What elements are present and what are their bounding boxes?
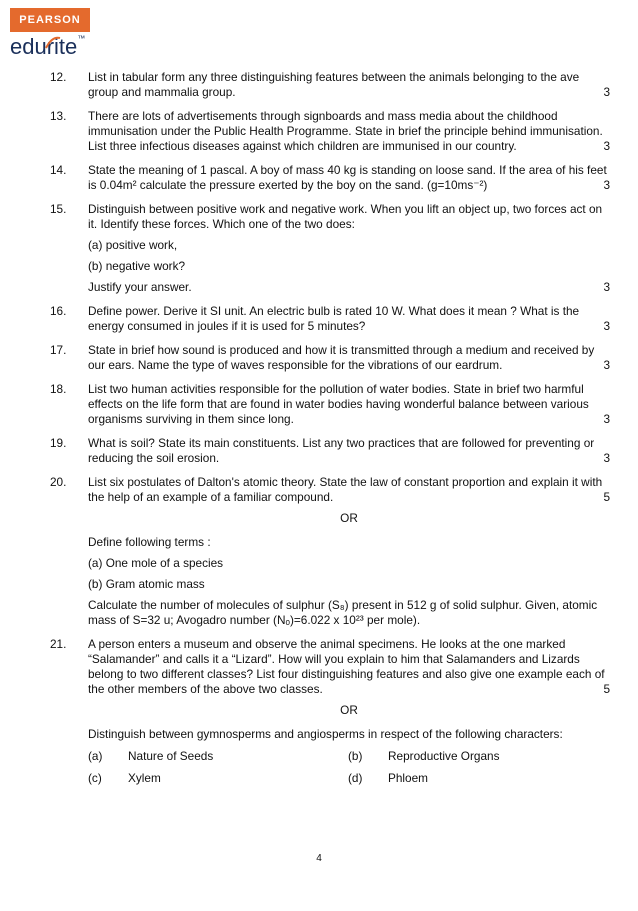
question-text: A person enters a museum and observe the animal specimens. He looks at the one marked “Salamander” and calls it a “Lizard”. How will you explain to him that Salamanders and Lizards belong to two different classes? List four distinguishing features and also give one example each of the other members of the above two classes.: [88, 637, 605, 696]
question-marks: 5: [603, 682, 610, 696]
edurite-wordmark: edurite: [10, 34, 78, 59]
question-19: [50, 436, 610, 466]
subpart-a: (a) positive work,: [88, 238, 178, 252]
question-number: 21.: [50, 637, 67, 651]
question-number: 19.: [50, 436, 67, 450]
char-text-c: Xylem: [128, 771, 161, 785]
question-text: List in tabular form any three distinguishing features between the animals belonging to the ave group and mammalia group.: [88, 70, 580, 99]
char-label-a: (a): [88, 749, 103, 763]
char-text-d: Phloem: [388, 771, 428, 785]
question-list: [50, 70, 610, 795]
question-13: [50, 109, 610, 154]
question-marks: 3: [603, 139, 610, 153]
question-number: 18.: [50, 382, 67, 396]
page-number: 4: [316, 853, 322, 864]
char-text-a: Nature of Seeds: [128, 749, 214, 763]
char-label-c: (c): [88, 771, 102, 785]
define-heading: Define following terms :: [88, 535, 211, 549]
define-item-a: (a) One mole of a species: [88, 556, 224, 570]
question-number: 17.: [50, 343, 67, 357]
calculation-text: Calculate the number of molecules of sulphur (S₈) present in 512 g of solid sulphur. Given, atomic mass of S=32 u; Avogadro number (Nₒ)=6.022 x 10²³ per mole).: [88, 598, 598, 627]
question-marks: 3: [603, 451, 610, 465]
or-divider: OR: [340, 511, 358, 525]
trademark-symbol: ™: [77, 34, 86, 43]
question-marks: 3: [603, 358, 610, 372]
question-marks: 3: [603, 319, 610, 333]
char-label-d: (d): [348, 771, 363, 785]
char-label-b: (b): [348, 749, 363, 763]
question-18: [50, 382, 610, 427]
char-text-b: Reproductive Organs: [388, 749, 500, 763]
question-text: There are lots of advertisements through signboards and mass media about the childhood immunisation under the Public Health Programme. State in brief the principle behind immunisation. List three infectious diseases against which children are immunised in our country.: [88, 109, 603, 153]
subpart-b: (b) negative work?: [88, 259, 186, 273]
question-16: [50, 304, 610, 334]
question-number: 16.: [50, 304, 67, 318]
question-12: [50, 70, 610, 100]
pearson-logo: PEARSON: [10, 8, 90, 32]
question-text: Define power. Derive it SI unit. An electric bulb is rated 10 W. What does it mean ? What is the energy consumed in joules if it is used for 5 minutes?: [88, 304, 580, 333]
question-marks: 3: [603, 85, 610, 99]
define-item-b: (b) Gram atomic mass: [88, 577, 205, 591]
question-21: [50, 637, 610, 786]
question-text: List six postulates of Dalton's atomic theory. State the law of constant proportion and explain it with the help of an example of a familiar compound.: [88, 475, 603, 504]
question-marks: 3: [603, 280, 610, 294]
edurite-swoosh-icon: [44, 36, 62, 50]
question-text: State the meaning of 1 pascal. A boy of mass 40 kg is standing on loose sand. If the area of his feet is 0.04m² calculate the pressure exerted by the boy on the sand. (g=10ms⁻²): [88, 163, 607, 192]
characters-grid: [88, 749, 610, 786]
question-text: Distinguish between positive work and negative work. When you lift an object up, two forces act on it. Identify these forces. Which one of the two does:: [88, 202, 603, 231]
question-number: 20.: [50, 475, 67, 489]
question-14: [50, 163, 610, 193]
justify-line: [88, 280, 610, 295]
question-marks: 5: [603, 490, 610, 504]
or-divider: OR: [340, 703, 358, 717]
question-number: 14.: [50, 163, 67, 177]
question-20: [50, 475, 610, 628]
justify-text: Justify your answer.: [88, 280, 192, 294]
question-text: List two human activities responsible for the pollution of water bodies. State in brief two harmful effects on the life form that are found in water bodies having wonderful balance between various organisms surviving in them since long.: [88, 382, 589, 426]
question-number: 15.: [50, 202, 67, 216]
question-15: [50, 202, 610, 295]
question-number: 13.: [50, 109, 67, 123]
question-number: 12.: [50, 70, 67, 84]
distinguish-heading: Distinguish between gymnosperms and angiosperms in respect of the following characters:: [88, 727, 563, 741]
question-17: [50, 343, 610, 373]
question-marks: 3: [603, 178, 610, 192]
question-text: What is soil? State its main constituents. List any two practices that are followed for preventing or reducing the soil erosion.: [88, 436, 595, 465]
question-marks: 3: [603, 412, 610, 426]
question-text: State in brief how sound is produced and how it is transmitted through a medium and received by our ears. Name the type of waves responsible for the vibrations of our eardrum.: [88, 343, 595, 372]
